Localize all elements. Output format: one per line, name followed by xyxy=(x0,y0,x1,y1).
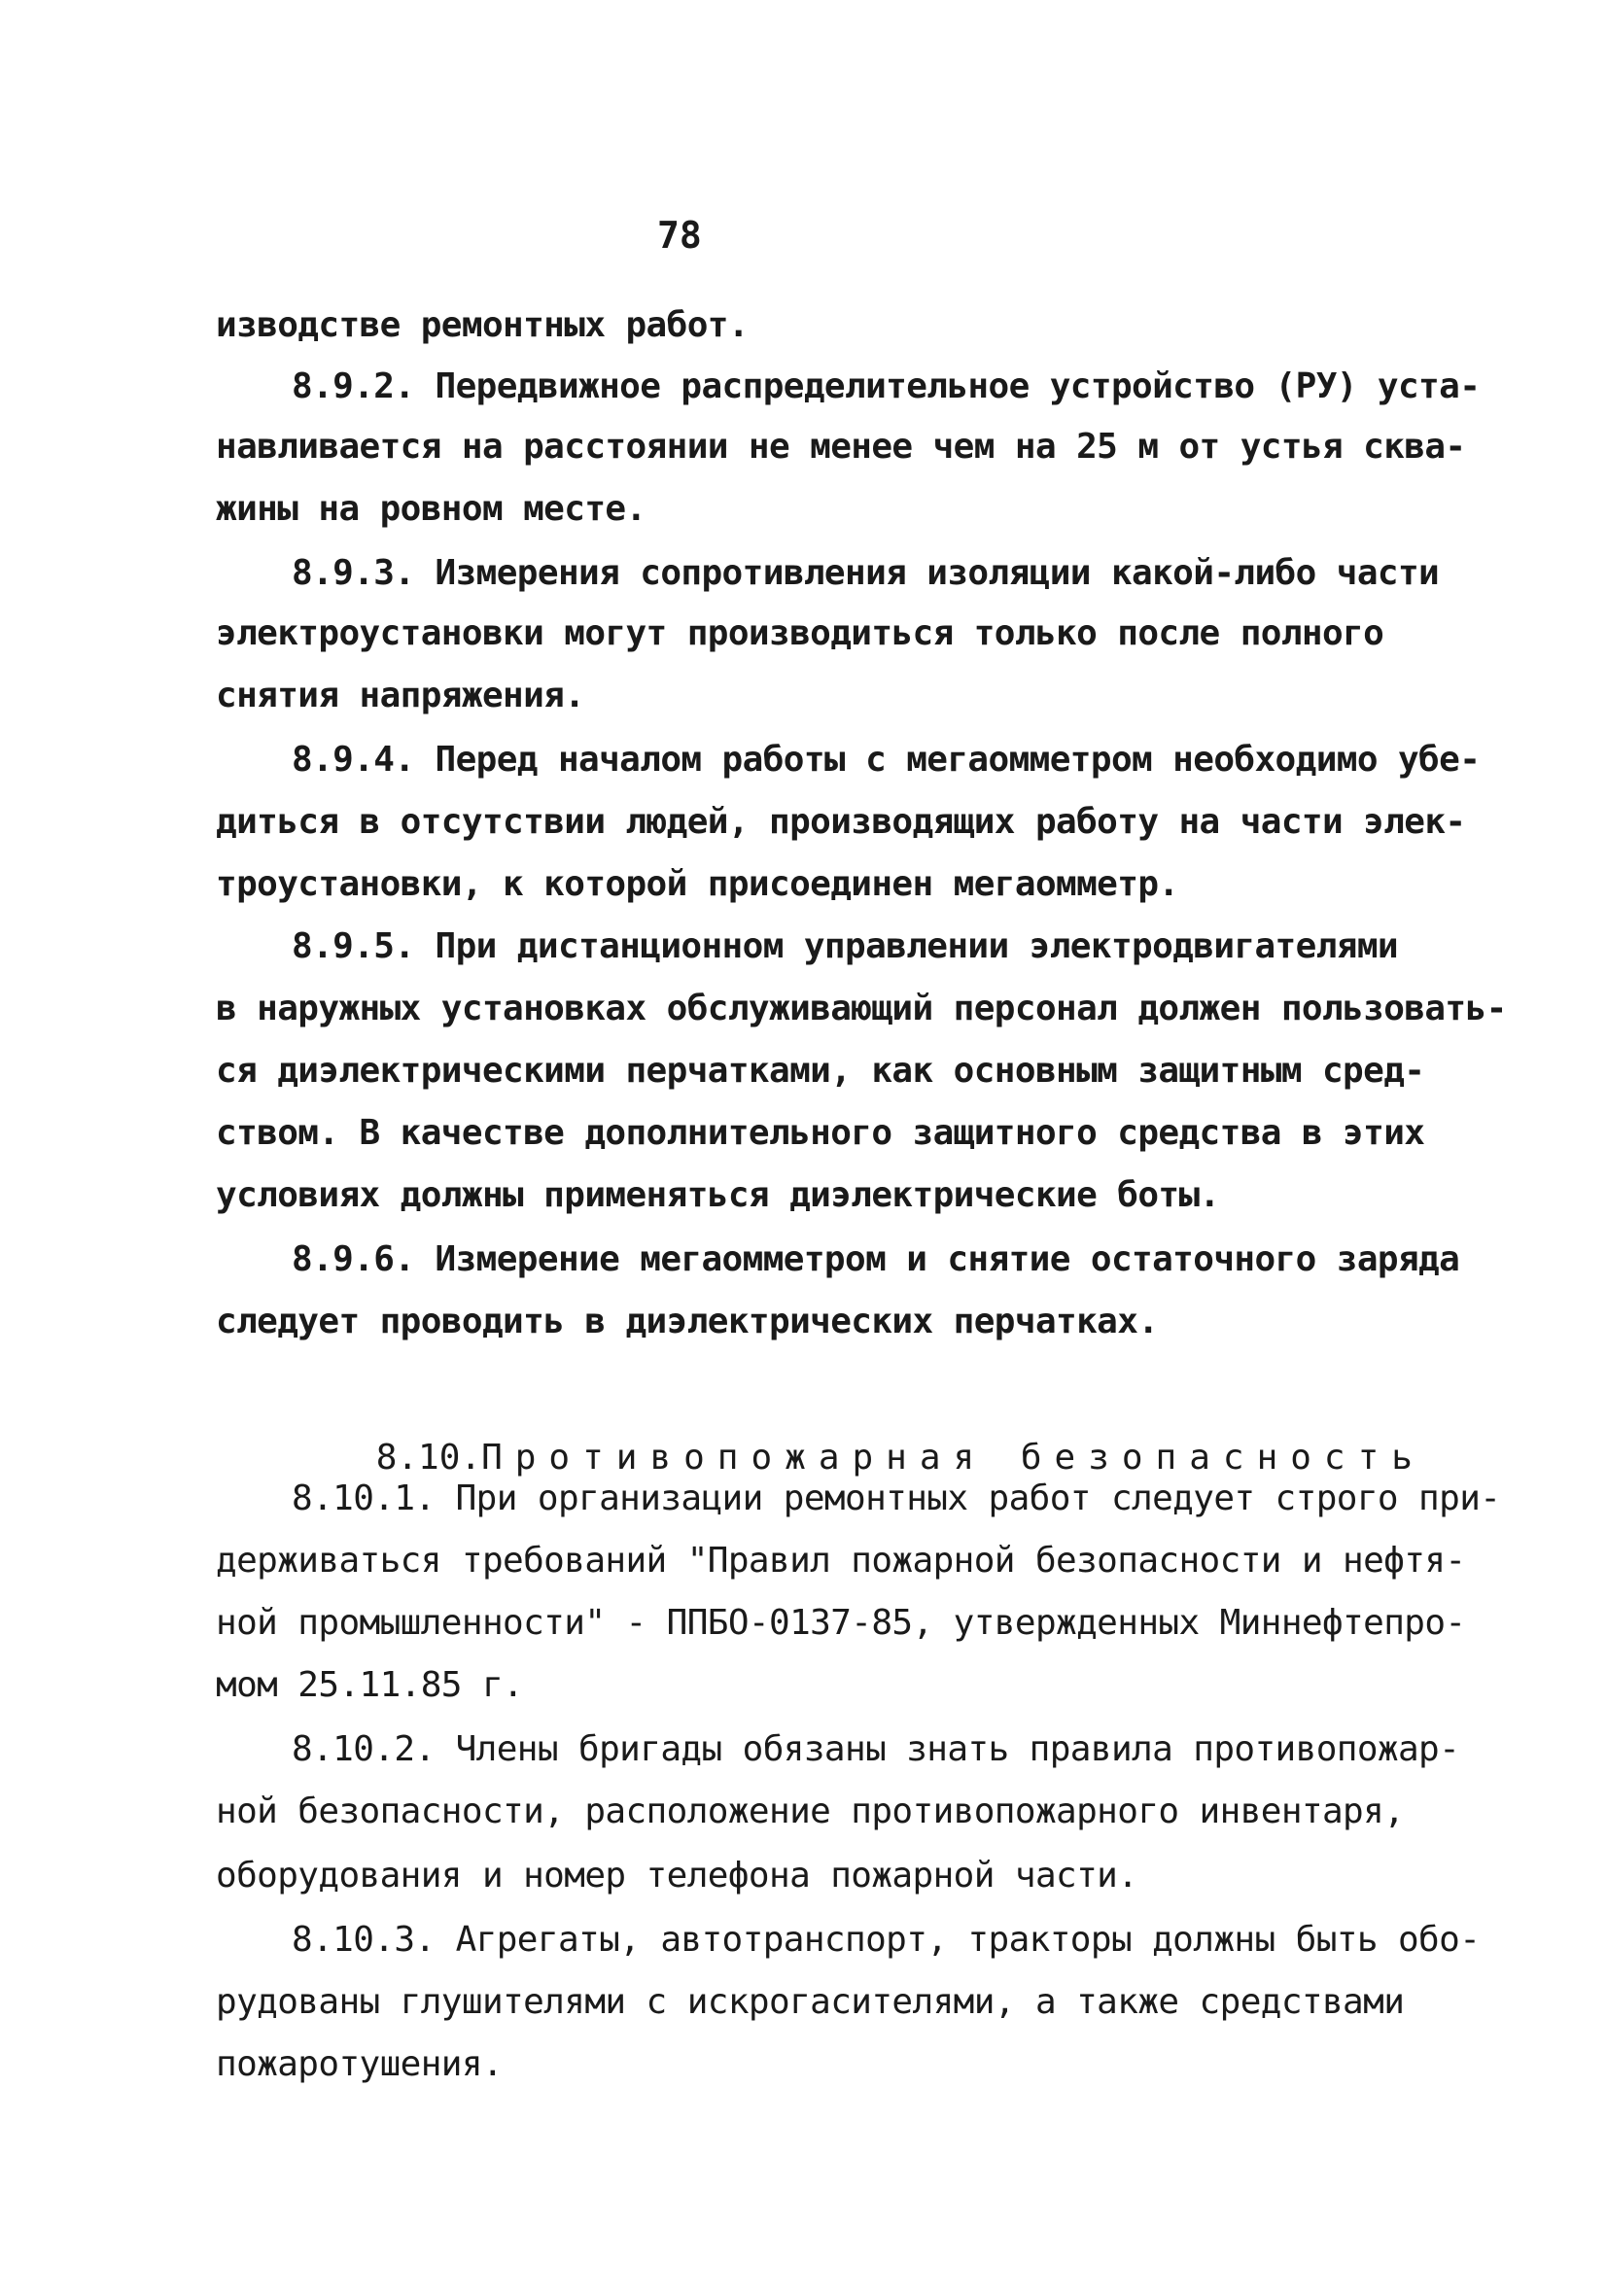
text-line: ством. В качестве дополнительного защитного средства в этих xyxy=(216,1113,1425,1153)
text-line: 8.10.3. Агрегаты, автотранспорт, тракторы должны быть обо- xyxy=(292,1920,1481,1960)
text-line: 8.9.2. Передвижное распределительное устройство (РУ) уста- xyxy=(292,366,1481,406)
text-line: ся диэлектрическими перчатками, как основным защитным сред- xyxy=(216,1051,1425,1091)
text-line: пожаротушения. xyxy=(216,2044,504,2084)
text-line: держиваться требований "Правил пожарной безопасности и нефтя- xyxy=(216,1541,1466,1581)
section-title: Противопожарная безопасность xyxy=(481,1438,1425,1478)
text-line: 8.9.4. Перед началом работы с мегаомметром необходимо убе- xyxy=(292,740,1481,780)
text-line: снятия напряжения. xyxy=(216,676,585,715)
text-line: следует проводить в диэлектрических перчатках. xyxy=(216,1302,1159,1341)
text-line: 8.9.5. При дистанционном управлении электродвигателями xyxy=(292,926,1398,966)
section-number: 8.10. xyxy=(375,1438,482,1478)
text-line: в наружных установках обслуживающий персонал должен пользовать- xyxy=(216,989,1507,1028)
text-line: 8.10.2. Члены бригады обязаны знать правила противопожар- xyxy=(292,1729,1460,1769)
text-line: условиях должны применяться диэлектрические боты. xyxy=(216,1175,1220,1215)
text-line: изводстве ремонтных работ. xyxy=(216,305,749,345)
text-line: 8.10.1. При организации ремонтных работ следует строго при- xyxy=(292,1478,1501,1518)
text-line: электроустановки могут производиться только после полного xyxy=(216,613,1384,653)
text-line: диться в отсутствии людей, производящих работу на части элек- xyxy=(216,802,1466,842)
text-line: оборудования и номер телефона пожарной части. xyxy=(216,1856,1138,1896)
text-line: 8.9.3. Измерения сопротивления изоляции какой-либо части xyxy=(292,553,1440,593)
text-line: навливается на расстоянии не менее чем на 25 м от устья сква- xyxy=(216,427,1466,467)
text-line: ной безопасности, расположение противопожарного инвентаря, xyxy=(216,1792,1405,1831)
text-line: мом 25.11.85 г. xyxy=(216,1665,524,1705)
text-line: 8.9.6. Измерение мегаомметром и снятие остаточного заряда xyxy=(292,1239,1460,1279)
text-line: жины на ровном месте. xyxy=(216,489,646,529)
text-line: ной промышленности" - ППБО-0137-85, утвержденных Миннефтепро- xyxy=(216,1603,1466,1643)
page-number: 78 xyxy=(657,214,702,257)
text-line: троустановки, к которой присоединен мегаомметр. xyxy=(216,864,1179,904)
text-line: рудованы глушителями с искрогасителями, а также средствами xyxy=(216,1982,1405,2022)
